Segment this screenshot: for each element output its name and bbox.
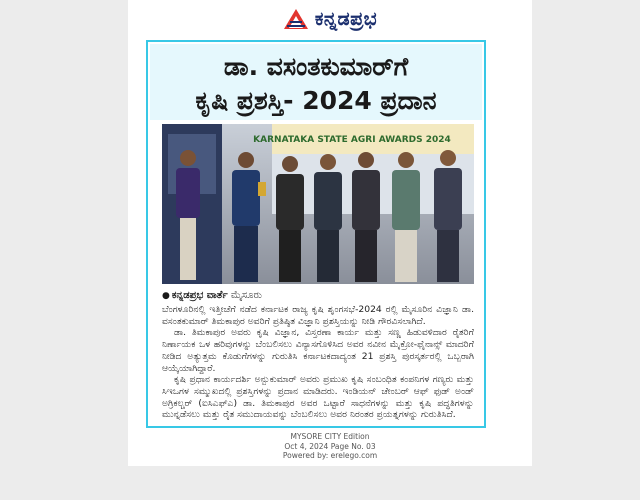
person-7	[434, 150, 462, 282]
edition-label: MYSORE CITY Edition	[290, 432, 370, 441]
article-paragraph-3: ಕೃಷಿ ಪ್ರಧಾನ ಕಾರ್ಯದರ್ಶಿ ಅನ್ಬುಕುಮಾರ್ ಅವರು ಪ್ರಮುಖ ಕೃಷಿ ಸಂಬಂಧಿತ ಕಂಪನಿಗಳ ಗಣ್ಯರು ಮತ್ತು ಸಿಇಒಗಳ ಸಮ್ಮುಖದಲ್ಲಿ ಪ್ರಶಸ್ತಿಗಳನ್ನು ಪ್ರದಾನ ಮಾಡಿದರು. ಇಂಡಿಯನ್ ಚೇಂಬರ್ ಆಫ್ ಫುಡ್ ಅಂಡ್ ಅಗ್ರಿಕಲ್ಚರ್ (ಐಸಿಎಫ್ಎ) ಡಾ. ತಿಮಕಾಪುರ ಅವರ ಒಟ್ಟಾರೆ ಸಾಧನೆಗಳನ್ನು ಮತ್ತು ಕೃಷಿ ಪದ್ಧತಿಗಳನ್ನು ಮುನ್ನಡೆಸಲು ಮತ್ತು ರೈತ ಸಮುದಾಯವನ್ನು ಬೆಂಬಲಿಸಲು ಅವರ ನಿರಂತರ ಪ್ರಯತ್ನಗಳನ್ನು ಗುರುತಿಸಿದೆ.	[162, 374, 474, 421]
page-footer	[128, 432, 532, 461]
person-5	[352, 152, 380, 282]
person-4	[314, 154, 342, 282]
person-6	[392, 152, 420, 282]
article-paragraph-2: ಡಾ. ತಿಮಕಾಪುರ ಅವರು ಕೃಷಿ ವಿಜ್ಞಾನ, ವಿಸ್ತರಣಾ ಕಾರ್ಯ ಮತ್ತು ಸಣ್ಣ ಹಿಡುವಳಿದಾರ ರೈತರಿಗೆ ನಿರ್ಣಾಯಕ ಒಳ ಹರಿವುಗಳನ್ನು ಬೆಂಬಲಿಸಲು ವಿನ್ಯಾಸಗೊಳಿಸಿದ ಅವರ ನವೀನ ಮೈಕ್ರೋ-ಫೈನಾನ್ಸ್ ಮಾದರಿಗೆ ನೀಡಿದ ಅತ್ಯುತ್ತಮ ಕೊಡುಗೆಗಳನ್ನು ಗುರುತಿಸಿ ಕರ್ನಾಟಕದಾದ್ಯಂತ 21 ಪ್ರಶಸ್ತಿ ಪುರಸ್ಕರ್ತರಲ್ಲಿ ಒಬ್ಬರಾಗಿ ಆಯ್ಕೆಯಾಗಿದ್ದಾರೆ.	[162, 327, 474, 374]
person-3	[276, 156, 304, 282]
powered-by-link[interactable]: Powered by: erelego.com	[282, 451, 378, 460]
award-ceremony-image	[162, 124, 474, 284]
page-bottom-margin	[128, 466, 532, 500]
headline	[150, 44, 482, 120]
bullet-icon: ●	[162, 291, 170, 301]
photo-banner-text: KARNATAKA STATE AGRI AWARDS 2024	[253, 135, 451, 145]
article-paragraph-1: ಬೆಂಗಳೂರಿನಲ್ಲಿ ಇತ್ತೀಚೆಗೆ ನಡೆದ ಕರ್ನಾಟಕ ರಾಜ್ಯ ಕೃಷಿ ಶೃಂಗಸಭೆ-2024 ರಲ್ಲಿ ಮೈಸೂರಿನ ವಿಜ್ಞಾನಿ ಡಾ. ವಸಂತಕುಮಾರ್ ತಿಮಕಾಪುರ ಅವರಿಗೆ ಪ್ರತಿಷ್ಠಿತ ವಿಜ್ಞಾನಿ ಪ್ರಶಸ್ತಿಯನ್ನು ನೀಡಿ ಗೌರವಿಸಲಾಗಿದೆ.	[162, 304, 474, 327]
kannadaprabha-logo-icon	[283, 8, 309, 30]
article-clipping[interactable]	[146, 40, 486, 428]
date-page-label: Oct 4, 2024 Page No. 03	[284, 441, 376, 451]
masthead-title: ಕನ್ನಡಪ್ರಭ	[314, 8, 378, 30]
byline-place: ಮೈಸೂರು	[230, 290, 262, 301]
award-photo[interactable]	[162, 124, 474, 284]
byline	[162, 290, 474, 302]
masthead[interactable]	[128, 0, 532, 38]
article-body	[162, 304, 474, 421]
headline-line-1: ಡಾ. ವಸಂತಕುಮಾರ್‌ಗೆ	[223, 52, 409, 81]
headline-line-2: ಕೃಷಿ ಪ್ರಶಸ್ತಿ- 2024 ಪ್ರದಾನ	[195, 86, 437, 115]
byline-source: ಕನ್ನಡಪ್ರಭ ವಾರ್ತೆ	[171, 290, 228, 301]
